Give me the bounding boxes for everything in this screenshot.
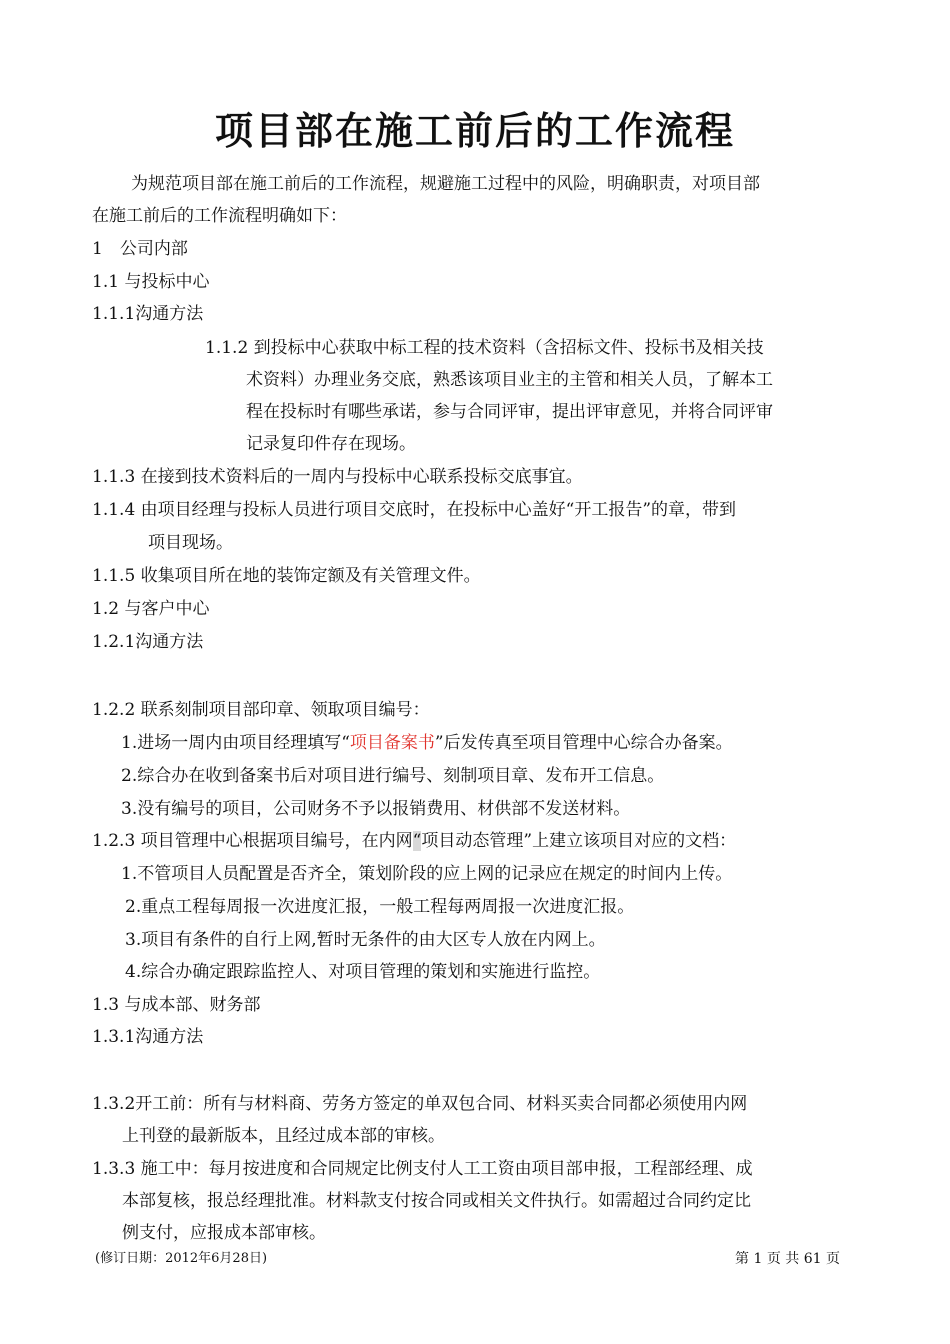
section-1-1-5: 1.1.5 收集项目所在地的装饰定额及有关管理文件。	[92, 566, 481, 586]
section-1-3-3-line-3: 例支付，应报成本部审核。	[122, 1223, 326, 1243]
section-1-1-2-line-3: 程在投标时有哪些承诺，参与合同评审，提出评审意见，并将合同评审	[246, 402, 773, 422]
section-1-1-2-line-2: 术资料）办理业务交底，熟悉该项目业主的主管和相关人员，了解本工	[246, 370, 773, 390]
section-1-heading: 1 公司内部	[92, 239, 188, 259]
intro-line-2: 在施工前后的工作流程明确如下：	[92, 206, 347, 226]
section-1-3-3-line-2: 本部复核，报总经理批准。材料款支付按合同或相关文件执行。如需超过合同约定比	[122, 1191, 751, 1211]
section-1-3-2-line-1: 1.3.2开工前：所有与材料商、劳务方签定的单双包合同、材料买卖合同都必须使用内网	[92, 1094, 748, 1114]
section-1-2-3-item-1: 1.不管项目人员配置是否齐全，策划阶段的应上网的记录应在规定的时间内上传。	[121, 864, 733, 884]
section-1-2-2-heading: 1.2.2 联系刻制项目部印章、领取项目编号：	[92, 700, 430, 720]
section-1-3-2-line-2: 上刊登的最新版本，且经过成本部的审核。	[122, 1126, 445, 1146]
section-1-2-heading: 1.2 与客户中心	[92, 599, 210, 619]
section-1-2-2-item-2: 2.综合办在收到备案书后对项目进行编号、刻制项目章、发布开工信息。	[121, 766, 665, 786]
intro-line-1: 为规范项目部在施工前后的工作流程，规避施工过程中的风险，明确职责，对项目部	[131, 174, 760, 194]
section-1-2-3-item-4: 4.综合办确定跟踪监控人、对项目管理的策划和实施进行监控。	[125, 962, 601, 982]
section-1-1-2-line-4: 记录复印件存在现场。	[246, 434, 416, 454]
record-form-name: 项目备案书	[349, 733, 435, 753]
section-1-1-3: 1.1.3 在接到技术资料后的一周内与投标中心联系投标交底事宜。	[92, 467, 583, 487]
section-1-3-heading: 1.3 与成本部、财务部	[92, 995, 261, 1015]
highlighted-quote: “	[412, 831, 422, 851]
section-1-2-3-item-3: 3.项目有条件的自行上网,暂时无条件的由大区专人放在内网上。	[125, 930, 606, 950]
document-title: 项目部在施工前后的工作流程	[214, 109, 735, 153]
heading-prefix: 1.2.3 项目管理中心根据项目编号，在内网	[92, 831, 413, 851]
section-1-2-2-item-3: 3.没有编号的项目，公司财务不予以报销费用、材供部不发送材料。	[121, 799, 631, 819]
section-1-1-heading: 1.1 与投标中心	[92, 272, 210, 292]
section-1-1-4-line-2: 项目现场。	[148, 533, 233, 553]
section-1-3-3-line-1: 1.3.3 施工中：每月按进度和合同规定比例支付人工工资由项目部申报，工程部经理、成	[92, 1159, 753, 1179]
item-1-prefix: 1.进场一周内由项目经理填写“	[121, 733, 350, 753]
section-1-2-3-item-2: 2.重点工程每周报一次进度汇报，一般工程每两周报一次进度汇报。	[125, 897, 635, 917]
item-1-suffix: ”后发传真至项目管理中心综合办备案。	[434, 733, 733, 753]
section-1-1-4-line-1: 1.1.4 由项目经理与投标人员进行项目交底时，在投标中心盖好“开工报告”的章，带到	[92, 500, 737, 520]
section-1-2-3-heading	[92, 829, 736, 853]
section-1-2-2-item-1	[121, 731, 733, 755]
revision-date: (修订日期：2012年6月28日)	[95, 1251, 268, 1266]
section-1-2-1-heading: 1.2.1沟通方法	[92, 632, 204, 652]
section-1-1-2-line-1: 1.1.2 到投标中心获取中标工程的技术资料（含招标文件、投标书及相关技	[205, 338, 764, 358]
section-1-3-1-heading: 1.3.1沟通方法	[92, 1027, 204, 1047]
section-1-1-1-heading: 1.1.1沟通方法	[92, 304, 204, 324]
heading-suffix: 项目动态管理”上建立该项目对应的文档：	[421, 831, 737, 851]
page-number: 第 1 页 共 61 页	[735, 1251, 840, 1267]
